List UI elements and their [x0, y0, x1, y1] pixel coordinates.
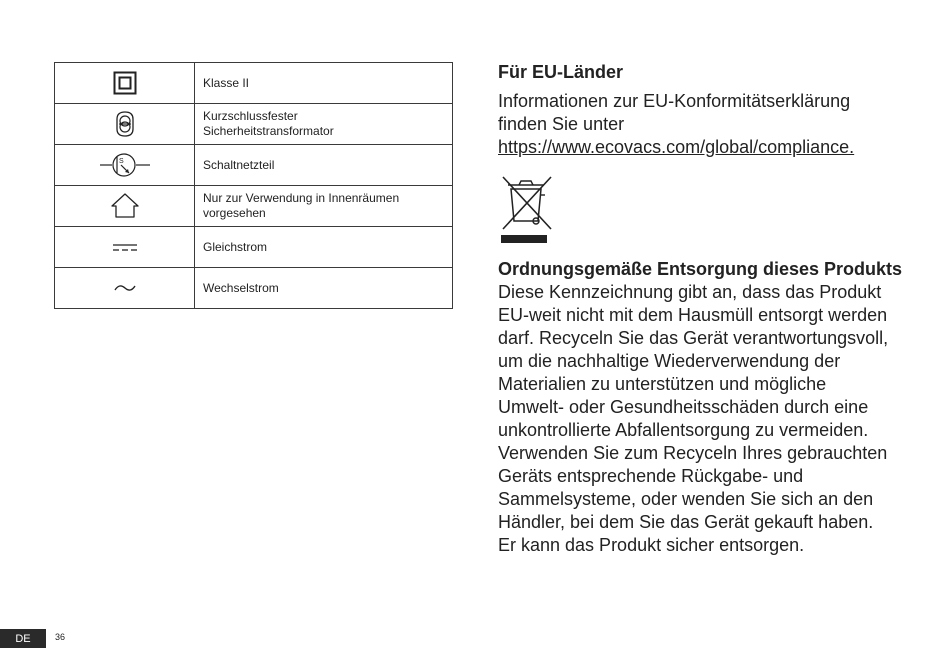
disposal-heading: Ordnungsgemäße Entsorgung dieses Produkts: [498, 259, 903, 279]
eu-heading: Für EU-Länder: [498, 62, 624, 82]
text-line: Umwelt- oder Gesundheitsschäden durch eine: [498, 397, 869, 417]
description-line: Wechselstrom: [203, 280, 279, 295]
eu-paragraph: [498, 90, 918, 159]
text-line: Materialien zu unterstützen und mögliche: [498, 374, 827, 394]
symbol-table: [54, 62, 453, 309]
svg-text:S: S: [118, 158, 124, 165]
table-row: [55, 104, 453, 145]
symbol-description: [195, 104, 453, 145]
text-line: um die nachhaltige Wiederverwendung der: [498, 351, 841, 371]
text-line: Informationen zur EU-Konformitätserklärung: [498, 91, 851, 111]
language-badge: [0, 629, 46, 648]
text-line: Er kann das Produkt sicher entsorgen.: [498, 535, 805, 555]
table-row: [55, 268, 453, 309]
table-row: [55, 186, 453, 227]
symbol-cell: [55, 268, 195, 309]
text-line: Diese Kennzeichnung gibt an, dass das Produkt: [498, 282, 882, 302]
page-number: 36: [55, 632, 66, 642]
compliance-link[interactable]: https://www.ecovacs.com/global/compliance.: [498, 137, 855, 157]
description-line: vorgesehen: [203, 206, 266, 220]
symbol-cell: [55, 186, 195, 227]
symbol-cell: [55, 227, 195, 268]
text-line: Sammelsysteme, oder wenden Sie sich an den: [498, 489, 874, 509]
table-row: [55, 63, 453, 104]
text-line: Händler, bei dem Sie das Gerät gekauft haben.: [498, 512, 874, 532]
description-line: Klasse II: [203, 75, 250, 90]
table-row: [55, 227, 453, 268]
symbol-description: [195, 145, 453, 186]
symbol-cell: [55, 63, 195, 104]
switch-mode-power-supply-icon: [100, 148, 150, 182]
description-line: Schaltnetzteil: [203, 157, 275, 172]
description-line: Gleichstrom: [203, 239, 268, 254]
symbol-description: [195, 268, 453, 309]
text-line: Verwenden Sie zum Recyceln Ihres gebrauchten: [498, 443, 888, 463]
text-line: darf. Recyceln Sie das Gerät verantwortungsvoll,: [498, 328, 889, 348]
alternating-current-icon: [114, 282, 136, 294]
indoor-use-icon: [110, 193, 140, 219]
direct-current-icon: [113, 242, 137, 252]
symbol-description: [195, 227, 453, 268]
symbol-description: [195, 63, 453, 104]
text-line: EU-weit nicht mit dem Hausmüll entsorgt werden: [498, 305, 888, 325]
table-row: [55, 145, 453, 186]
text-line: finden Sie unter: [498, 114, 625, 134]
symbol-cell: [55, 145, 195, 186]
symbol-description: [195, 186, 453, 227]
crossed-out-wheelie-bin-icon: [498, 173, 558, 247]
text-line: unkontrollierte Abfallentsorgung zu vermeiden.: [498, 420, 869, 440]
description-line: Kurzschlussfester: [203, 109, 298, 123]
description-line: Nur zur Verwendung in Innenräumen: [203, 191, 400, 205]
double-insulation-icon: [113, 71, 137, 95]
disposal-paragraph: [498, 281, 918, 557]
text-line: Geräts entsprechende Rückgabe- und: [498, 466, 804, 486]
description-line: Sicherheitstransformator: [203, 124, 334, 138]
short-circuit-proof-transformer-icon: [115, 110, 135, 138]
weee-symbol: [498, 173, 558, 247]
right-column: [498, 60, 918, 557]
language-label: DE: [15, 632, 31, 645]
symbol-cell: [55, 104, 195, 145]
